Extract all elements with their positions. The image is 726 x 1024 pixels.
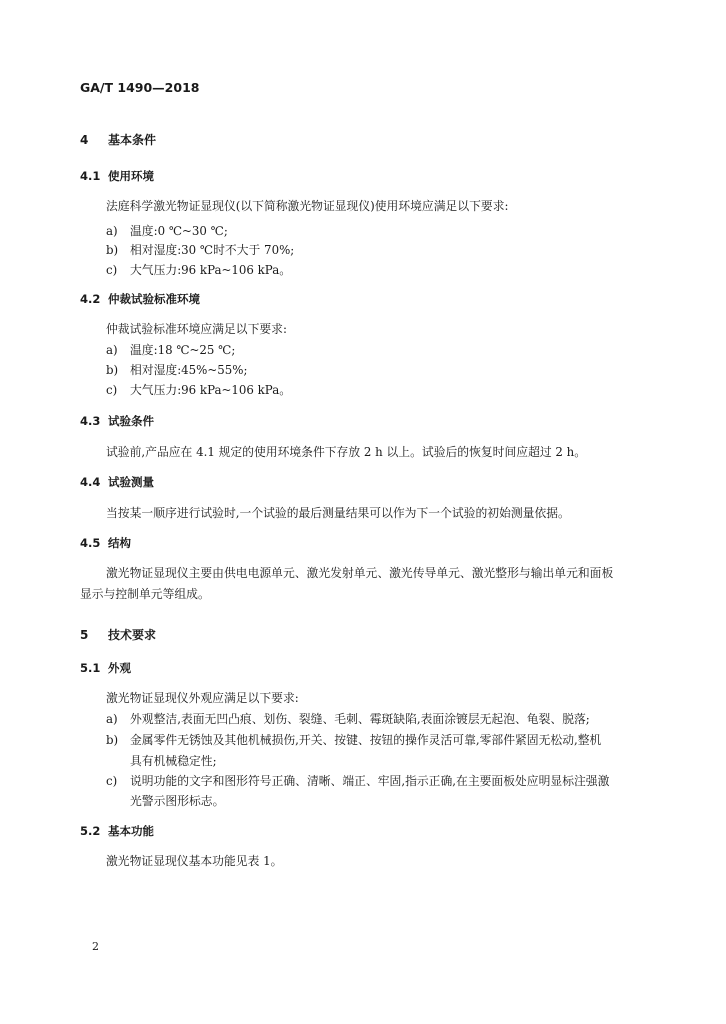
section-number: 4.3 bbox=[80, 414, 101, 428]
list-item bbox=[106, 361, 247, 378]
section-number: 5 bbox=[80, 628, 89, 642]
section-number: 4.2 bbox=[80, 292, 101, 306]
section-5-1-intro: 激光物证显现仪外观应满足以下要求: bbox=[106, 691, 299, 705]
section-title: 技术要求 bbox=[108, 628, 157, 642]
section-5-1-heading bbox=[80, 660, 131, 676]
list-item-continuation: 光警示图形标志。 bbox=[130, 794, 225, 808]
list-item-label: b) bbox=[106, 243, 119, 257]
section-title: 使用环境 bbox=[108, 169, 154, 183]
page-number: 2 bbox=[92, 940, 99, 953]
list-item bbox=[106, 772, 609, 789]
list-item-label: a) bbox=[106, 224, 118, 238]
list-item-continuation: 具有机械稳定性; bbox=[130, 754, 217, 768]
section-5-2-body: 激光物证显现仪基本功能见表 1。 bbox=[106, 854, 283, 868]
section-5-heading bbox=[80, 626, 156, 643]
list-item-label: b) bbox=[106, 363, 119, 377]
section-number: 5.2 bbox=[80, 824, 101, 838]
section-title: 基本条件 bbox=[108, 133, 157, 147]
section-4-4-body: 当按某一顺序进行试验时,一个试验的最后测量结果可以作为下一个试验的初始测量依据。 bbox=[106, 506, 570, 520]
section-number: 5.1 bbox=[80, 661, 101, 675]
list-item-text: 大气压力:96 kPa~106 kPa。 bbox=[130, 383, 292, 397]
section-4-3-body: 试验前,产品应在 4.1 规定的使用环境条件下存放 2 h 以上。试验后的恢复时间应超过 2 h。 bbox=[106, 445, 587, 459]
section-5-2-heading bbox=[80, 823, 154, 839]
section-title: 试验测量 bbox=[108, 475, 154, 489]
section-title: 结构 bbox=[108, 536, 131, 550]
list-item-text: 温度:18 ℃~25 ℃; bbox=[130, 343, 236, 357]
list-item-text: 说明功能的文字和图形符号正确、清晰、端正、牢固,指示正确,在主要面板处应明显标注强激 bbox=[130, 774, 610, 788]
list-item-text: 温度:0 ℃~30 ℃; bbox=[130, 224, 228, 238]
section-number: 4.1 bbox=[80, 169, 101, 183]
section-4-heading bbox=[80, 131, 156, 148]
list-item bbox=[106, 731, 601, 748]
list-item-text: 金属零件无锈蚀及其他机械损伤,开关、按键、按钮的操作灵活可靠,零部件紧固无松动,整机 bbox=[130, 733, 602, 747]
list-item-label: a) bbox=[106, 712, 118, 726]
section-4-5-body-line1: 激光物证显现仪主要由供电电源单元、激光发射单元、激光传导单元、激光整形与输出单元和面板 bbox=[106, 566, 614, 580]
list-item bbox=[106, 341, 235, 358]
section-number: 4.4 bbox=[80, 475, 101, 489]
list-item-label: c) bbox=[106, 263, 118, 277]
section-title: 试验条件 bbox=[108, 414, 154, 428]
list-item bbox=[106, 261, 291, 278]
section-4-5-heading bbox=[80, 535, 131, 551]
list-item bbox=[106, 241, 294, 258]
list-item bbox=[106, 222, 228, 239]
section-4-2-intro: 仲裁试验标准环境应满足以下要求: bbox=[106, 322, 287, 336]
section-4-5-body-line2: 显示与控制单元等组成。 bbox=[80, 587, 210, 601]
section-4-2-heading bbox=[80, 291, 200, 307]
section-number: 4 bbox=[80, 133, 89, 147]
list-item bbox=[106, 381, 291, 398]
document-header: GA/T 1490—2018 bbox=[80, 80, 200, 95]
section-4-1-intro: 法庭科学激光物证显现仪(以下简称激光物证显现仪)使用环境应满足以下要求: bbox=[106, 199, 509, 213]
list-item-label: c) bbox=[106, 774, 118, 788]
section-title: 外观 bbox=[108, 661, 131, 675]
list-item-label: a) bbox=[106, 343, 118, 357]
list-item-text: 外观整洁,表面无凹凸痕、划伤、裂缝、毛刺、霉斑缺陷,表面涂镀层无起泡、龟裂、脱落; bbox=[130, 712, 590, 726]
section-title: 基本功能 bbox=[108, 824, 154, 838]
list-item-label: b) bbox=[106, 733, 119, 747]
section-4-4-heading bbox=[80, 474, 154, 490]
list-item-label: c) bbox=[106, 383, 118, 397]
list-item-text: 相对湿度:30 ℃时不大于 70%; bbox=[130, 243, 295, 257]
list-item-text: 大气压力:96 kPa~106 kPa。 bbox=[130, 263, 292, 277]
list-item-text: 相对湿度:45%~55%; bbox=[130, 363, 248, 377]
list-item bbox=[106, 710, 590, 727]
section-4-1-heading bbox=[80, 168, 154, 184]
section-title: 仲裁试验标准环境 bbox=[108, 292, 200, 306]
section-4-3-heading bbox=[80, 413, 154, 429]
section-number: 4.5 bbox=[80, 536, 101, 550]
